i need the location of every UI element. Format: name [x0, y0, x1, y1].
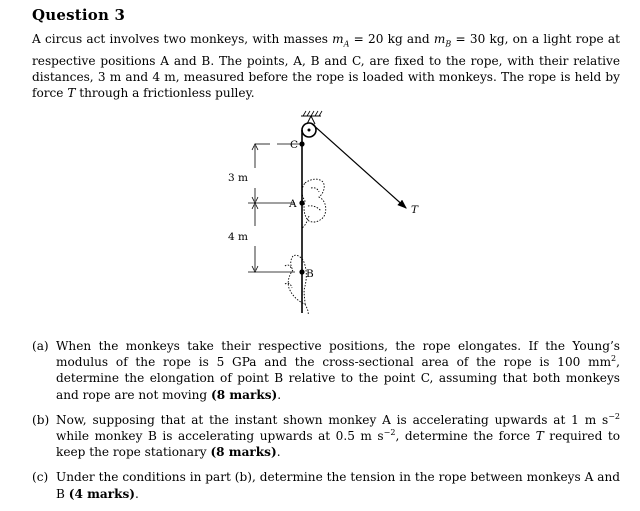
mass-symbol-a: m	[332, 32, 344, 46]
part-b-sup-2: −2	[383, 427, 396, 437]
part-c-label: (c)	[32, 470, 49, 485]
monkey-a-icon	[302, 179, 326, 228]
part-a-label: (a)	[32, 339, 49, 353]
intro-text-3: through a frictionless pulley.	[75, 86, 255, 101]
label-c: C	[290, 139, 299, 151]
part-b-text-1: Now, supposing that at the instant shown monkey A is accelerating upwards at 1 m s	[56, 412, 609, 427]
part-a-sup: 2	[611, 354, 617, 364]
point-a-dot	[299, 200, 304, 205]
part-b-text-4: required to keep the rope stationary	[56, 429, 620, 460]
monkey-b-icon	[285, 255, 308, 315]
intro-text-1: A circus act involves two monkeys, with masses	[32, 32, 333, 46]
part-b-sup-1: −2	[608, 411, 620, 421]
label-b: B	[306, 268, 314, 280]
force-symbol-t: T	[67, 86, 76, 101]
question-intro	[32, 31, 620, 101]
intro-mass-a-value: = 20 kg and	[349, 32, 434, 46]
part-b-marks: (8 marks)	[210, 445, 277, 460]
part-b-text-2: while monkey B is accelerating upwards at 0.5 m s	[56, 429, 384, 444]
part-b-force-symbol: T	[535, 429, 544, 444]
label-t: T	[411, 204, 419, 216]
part-c-end: .	[135, 486, 139, 501]
point-b-dot	[299, 269, 304, 274]
part-b-text-3: , determine the force	[395, 429, 536, 444]
dim-label-4m: 4 m	[228, 231, 248, 243]
mass-subscript-b: B	[445, 39, 452, 49]
part-c-marks: (4 marks)	[68, 486, 135, 501]
part-a-end: .	[277, 387, 282, 402]
part-a-marks: (8 marks)	[210, 387, 278, 402]
part-a	[32, 338, 620, 403]
rope-diagonal	[311, 123, 406, 208]
question-title: Question 3	[32, 6, 126, 24]
part-a-text-1: When the monkeys take their respective positions, the rope elongates. If the Young’s modulus of the rope is 5 GPa and the cross-sectional area of the rope is 100 mm	[56, 339, 620, 370]
ceiling-hatch	[301, 111, 322, 116]
monkey-rope-diagram	[215, 108, 445, 323]
part-c	[32, 469, 620, 501]
point-c-dot	[299, 141, 304, 146]
part-b-end: .	[276, 445, 281, 460]
part-a-text-2: , determine the elongation of point B relative to the point C, assuming that both monkeys and rope are not moving	[56, 355, 620, 402]
part-b-label: (b)	[32, 412, 50, 427]
mass-subscript-a: A	[343, 39, 350, 49]
pulley-icon	[302, 116, 316, 137]
question-parts	[32, 338, 620, 511]
diagram-svg	[215, 108, 445, 323]
part-c-text-1: Under the conditions in part (b), determine the tension in the rope between monkeys A and B	[56, 470, 620, 501]
label-a: A	[289, 198, 297, 210]
part-b	[32, 412, 620, 461]
intro-text-2: = 30 kg, on a light rope at respective positions A and B. The points, A, B and C, are fixed to the rope, with their relative distances, 3 m and 4 m, measured before the rope is loaded with monkeys. The rope is held by force	[32, 32, 620, 101]
dim-label-3m: 3 m	[228, 172, 248, 184]
mass-symbol-b: m	[433, 32, 446, 46]
